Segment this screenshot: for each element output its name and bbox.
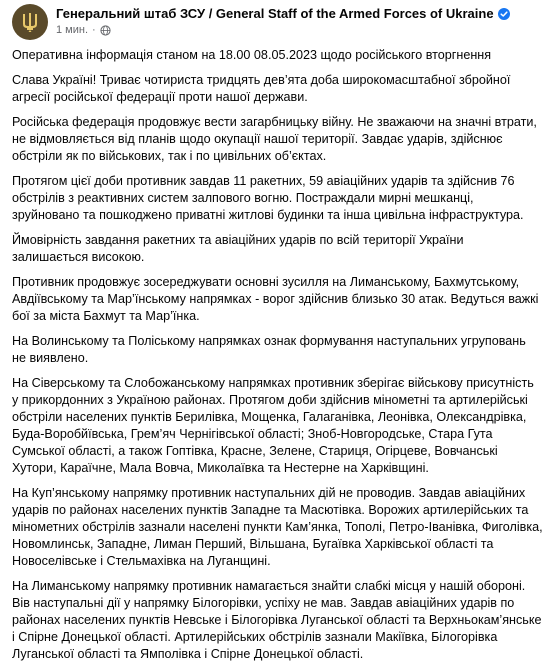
post-paragraph: На Лиманському напрямку противник намагається знайти слабкі місця у нашій обороні. Вів наступальні дії у напрямку Білогорівки, успіху не мав. Завдав авіаційних ударів по районах населених пунктів Невське і Білогорівка Луганської області та Верхньокам’янське і Спірне Донецької області. Артилерійських обстрілів зазнали Макіївка, Білогорівка Луганської області та Ямполівка і Спірне Донецької області. [12,579,542,661]
verified-badge [498,8,510,20]
post-paragraph: На Сіверському та Слобожанському напрямках противник зберігає військову присутність у прикордонних з Україною районах. Протягом доби здійснив мінометні та артилерійські обстріли населених пунктів Берилівка, Мощенка, Галаганівка, Леонівка, Олександрівка, Буда-Воробйївська, Грем’яч Чернігівської області; Зноб-Новгородське, Стара Гута Сумської області, а також Гоптівка, Красне, Зелене, Стариця, Огірцеве, Вовчанські Хутори, Караїчне, Мала Вовча, Миколаївка та Нестерне на Харківщині. [12,376,534,475]
post-paragraph: На Куп’янському напрямку противник наступальних дій не проводив. Завдав авіаційних ударів по районах населених пунктів Западне та Масютівка. Ворожих артилерійських та мінометних обстрілів зазнали населені пункти Кам’янка, Тополі, Петро-Іванівка, Фиголівка, Новомлинськ, Западне, Лиман Перший, Вільшана, Бугаївка Харківської області та Новоселівське і Стельмахівка на Луганщині. [12,486,543,568]
post-paragraph: Слава Україні! Триває чотириста тридцять дев’ята доба широкомасштабної збройної агресії російської федерації проти нашої держави. [12,73,511,104]
post-paragraph: Оперативна інформація станом на 18.00 08.05.2023 щодо російського вторгнення [12,48,492,62]
post-paragraph: Російська федерація продовжує вести загарбницьку війну. Не зважаючи на значні втрати, не відмовляється від планів щодо окупації нашої території. Завдає ударів, здійснює обстріли як по військових, так і по цивільних об’єктах. [12,115,537,163]
meta-separator: · [92,24,96,36]
post-paragraph: Ймовірність завдання ракетних та авіаційних ударів по всій території України залишається високою. [12,233,464,264]
globe-icon [100,25,111,36]
post-paragraph: На Волинському та Поліському напрямках ознак формування наступальних угруповань не виявлено. [12,334,526,365]
post-header [12,0,543,47]
post-timestamp-link[interactable]: 1 мин. [56,24,89,36]
post-paragraph: Протягом цієї доби противник завдав 11 ракетних, 59 авіаційних ударів та здійснив 76 обстрілів з реактивних систем залпового вогню. Постраждали мирні мешканці, зруйновано та пошкоджено приватні житлові будинки та інша цивільна інфраструктура. [12,174,524,222]
post-meta [56,24,510,36]
audience-selector[interactable] [100,25,111,36]
trident-emblem-icon [19,11,41,33]
verified-badge-icon [498,8,510,20]
post-paragraph: Противник продовжує зосереджувати основні зусилля на Лиманському, Бахмутському, Авдіївському та Мар’їнському напрямках - ворог здійснив близько 30 атак. Ведуться важкі бої за міста Бахмут та Мар’їнка. [12,275,539,323]
page-avatar[interactable] [12,4,48,40]
page-name-link[interactable]: Генеральний штаб ЗСУ / General Staff of the Armed Forces of Ukraine [56,6,494,21]
post-body [12,47,543,663]
